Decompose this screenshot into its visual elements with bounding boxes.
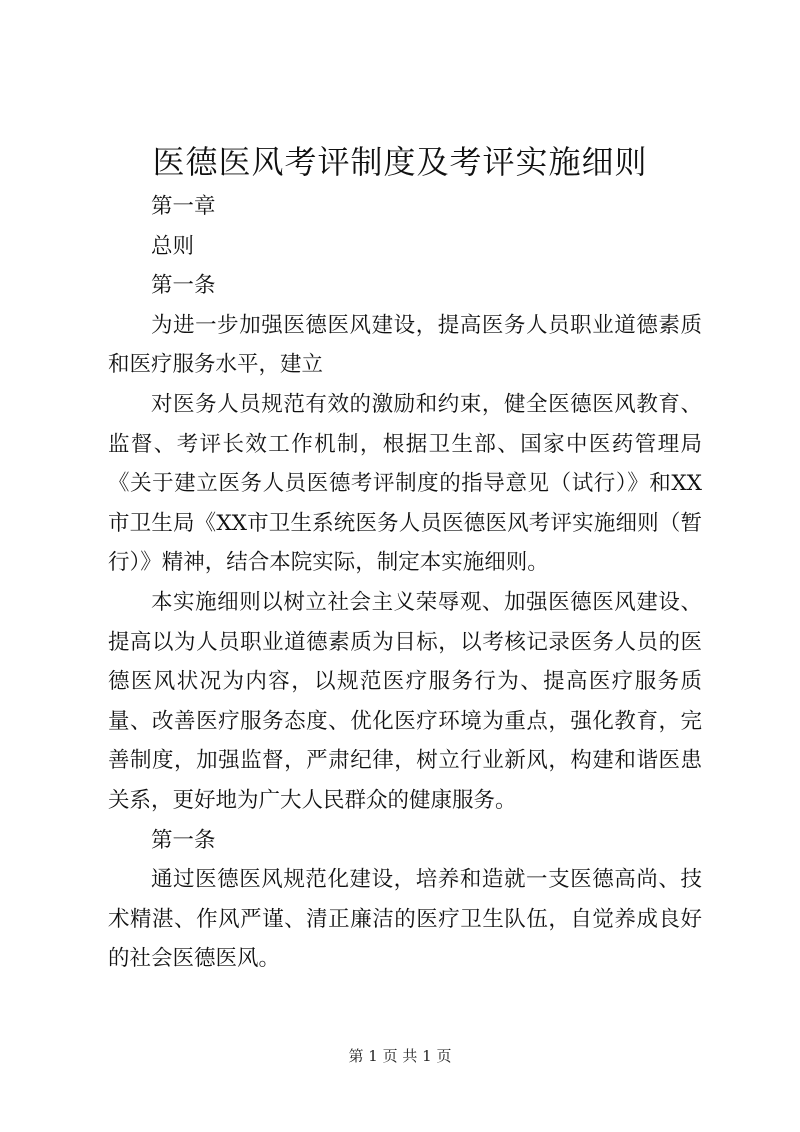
section-heading: 总则 (151, 233, 195, 259)
article-heading: 第一条 (151, 827, 216, 853)
body-paragraph: 为进一步加强医德医风建设，提高医务人员职业道德素质和医疗服务水平，建立 (108, 312, 702, 378)
body-paragraph: 通过医德医风规范化建设，培养和造就一支医德高尚、技术精湛、作风严谨、清正廉洁的医疗卫生队伍，自觉养成良好的社会医德医风。 (108, 867, 702, 972)
article-heading: 第一条 (151, 273, 216, 299)
chapter-heading: 第一章 (151, 194, 216, 219)
body-paragraph: 本实施细则以树立社会主义荣辱观、加强医德医风建设、提高以为人员职业道德素质为目标，以考核记录医务人员的医德医风状况为内容，以规范医疗服务行为、提高医疗服务质量、改善医疗服务态度、优化医疗环境为重点，强化教育，完善制度，加强监督，严肃纪律，树立行业新风，构建和谐医患关系，更好地为广大人民群众的健康服务。 (108, 589, 702, 813)
document-body (108, 187, 702, 979)
body-paragraph: 对医务人员规范有效的激励和约束，健全医德医风教育、监督、考评长效工作机制，根据卫生部、国家中医药管理局《关于建立医务人员医德考评制度的指导意见（试行）》和XX市卫生局《XX市卫生系统医务人员医德医风考评实施细则（暂行）》精神，结合本院实际，制定本实施细则。 (108, 391, 702, 576)
page-number-footer: 第 1 页 共 1 页 (348, 1047, 452, 1065)
document-title: 医德医风考评制度及考评实施细则 (152, 143, 648, 181)
